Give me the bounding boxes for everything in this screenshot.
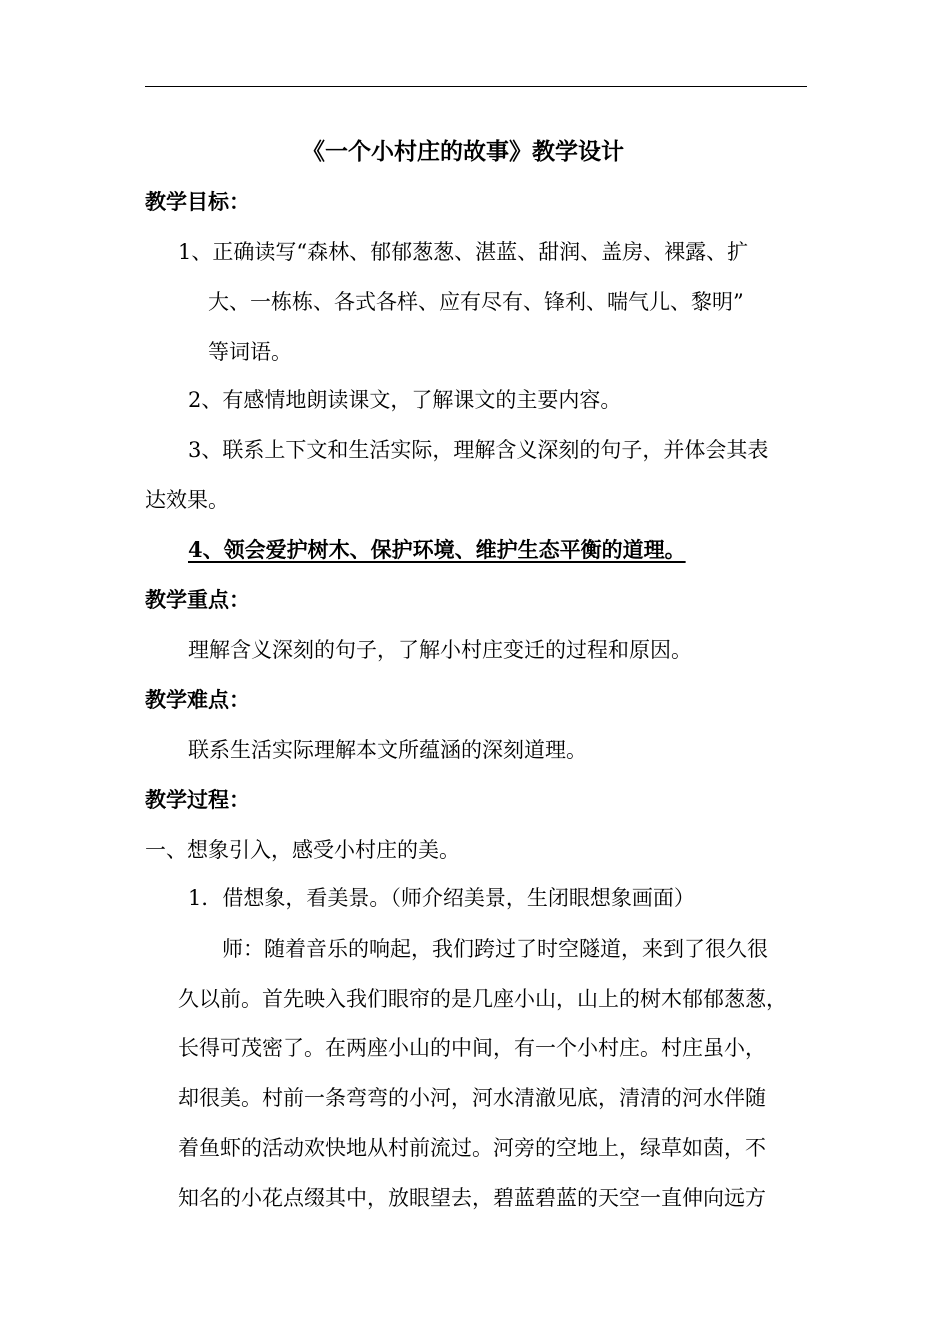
objective-3-line-1: 3、联系上下文和生活实际，理解含义深刻的句子，并体会其表 bbox=[188, 438, 769, 462]
difficulties-text: 联系生活实际理解本文所蕴涵的深刻道理。 bbox=[188, 738, 587, 762]
document-title: 《一个小村庄的故事》教学设计 bbox=[302, 138, 624, 165]
teacher-paragraph-line: 师：随着音乐的响起，我们跨过了时空隧道，来到了很久很 bbox=[222, 937, 768, 961]
objective-2: 2、有感情地朗读课文，了解课文的主要内容。 bbox=[188, 388, 622, 412]
teacher-paragraph-line: 长得可茂密了。在两座小山的中间，有一个小村庄。村庄虽小， bbox=[178, 1036, 766, 1060]
objective-1-line-2: 大、一栋栋、各式各样、应有尽有、锋利、喘气儿、黎明” bbox=[208, 290, 744, 314]
teacher-paragraph-line: 知名的小花点缀其中，放眼望去，碧蓝碧蓝的天空一直伸向远方 bbox=[178, 1186, 766, 1210]
objective-1-line-1: 1、正确读写“森林、郁郁葱葱、湛蓝、甜润、盖房、裸露、扩 bbox=[178, 240, 749, 264]
difficulties-heading: 教学难点： bbox=[145, 687, 250, 712]
teacher-paragraph-line: 久以前。首先映入我们眼帘的是几座小山，山上的树木郁郁葱葱， bbox=[178, 987, 787, 1011]
step-1: 1．借想象，看美景。（师介绍美景，生闭眼想象画面） bbox=[188, 886, 695, 910]
teacher-paragraph-line: 却很美。村前一条弯弯的小河，河水清澈见底，清清的河水伴随 bbox=[178, 1086, 766, 1110]
teacher-paragraph-line: 着鱼虾的活动欢快地从村前流过。河旁的空地上，绿草如茵，不 bbox=[178, 1136, 766, 1160]
section-1-heading: 一、想象引入，感受小村庄的美。 bbox=[145, 838, 460, 862]
objective-1-line-3: 等词语。 bbox=[208, 340, 292, 364]
key-points-text: 理解含义深刻的句子，了解小村庄变迁的过程和原因。 bbox=[188, 638, 692, 662]
header-rule bbox=[145, 86, 807, 87]
process-heading: 教学过程： bbox=[145, 787, 250, 812]
objective-3-line-2: 达效果。 bbox=[145, 488, 229, 512]
key-points-heading: 教学重点： bbox=[145, 587, 250, 612]
objectives-heading: 教学目标： bbox=[145, 189, 250, 214]
objective-4: 4、领会爱护树木、保护环境、维护生态平衡的道理。 bbox=[188, 537, 686, 562]
